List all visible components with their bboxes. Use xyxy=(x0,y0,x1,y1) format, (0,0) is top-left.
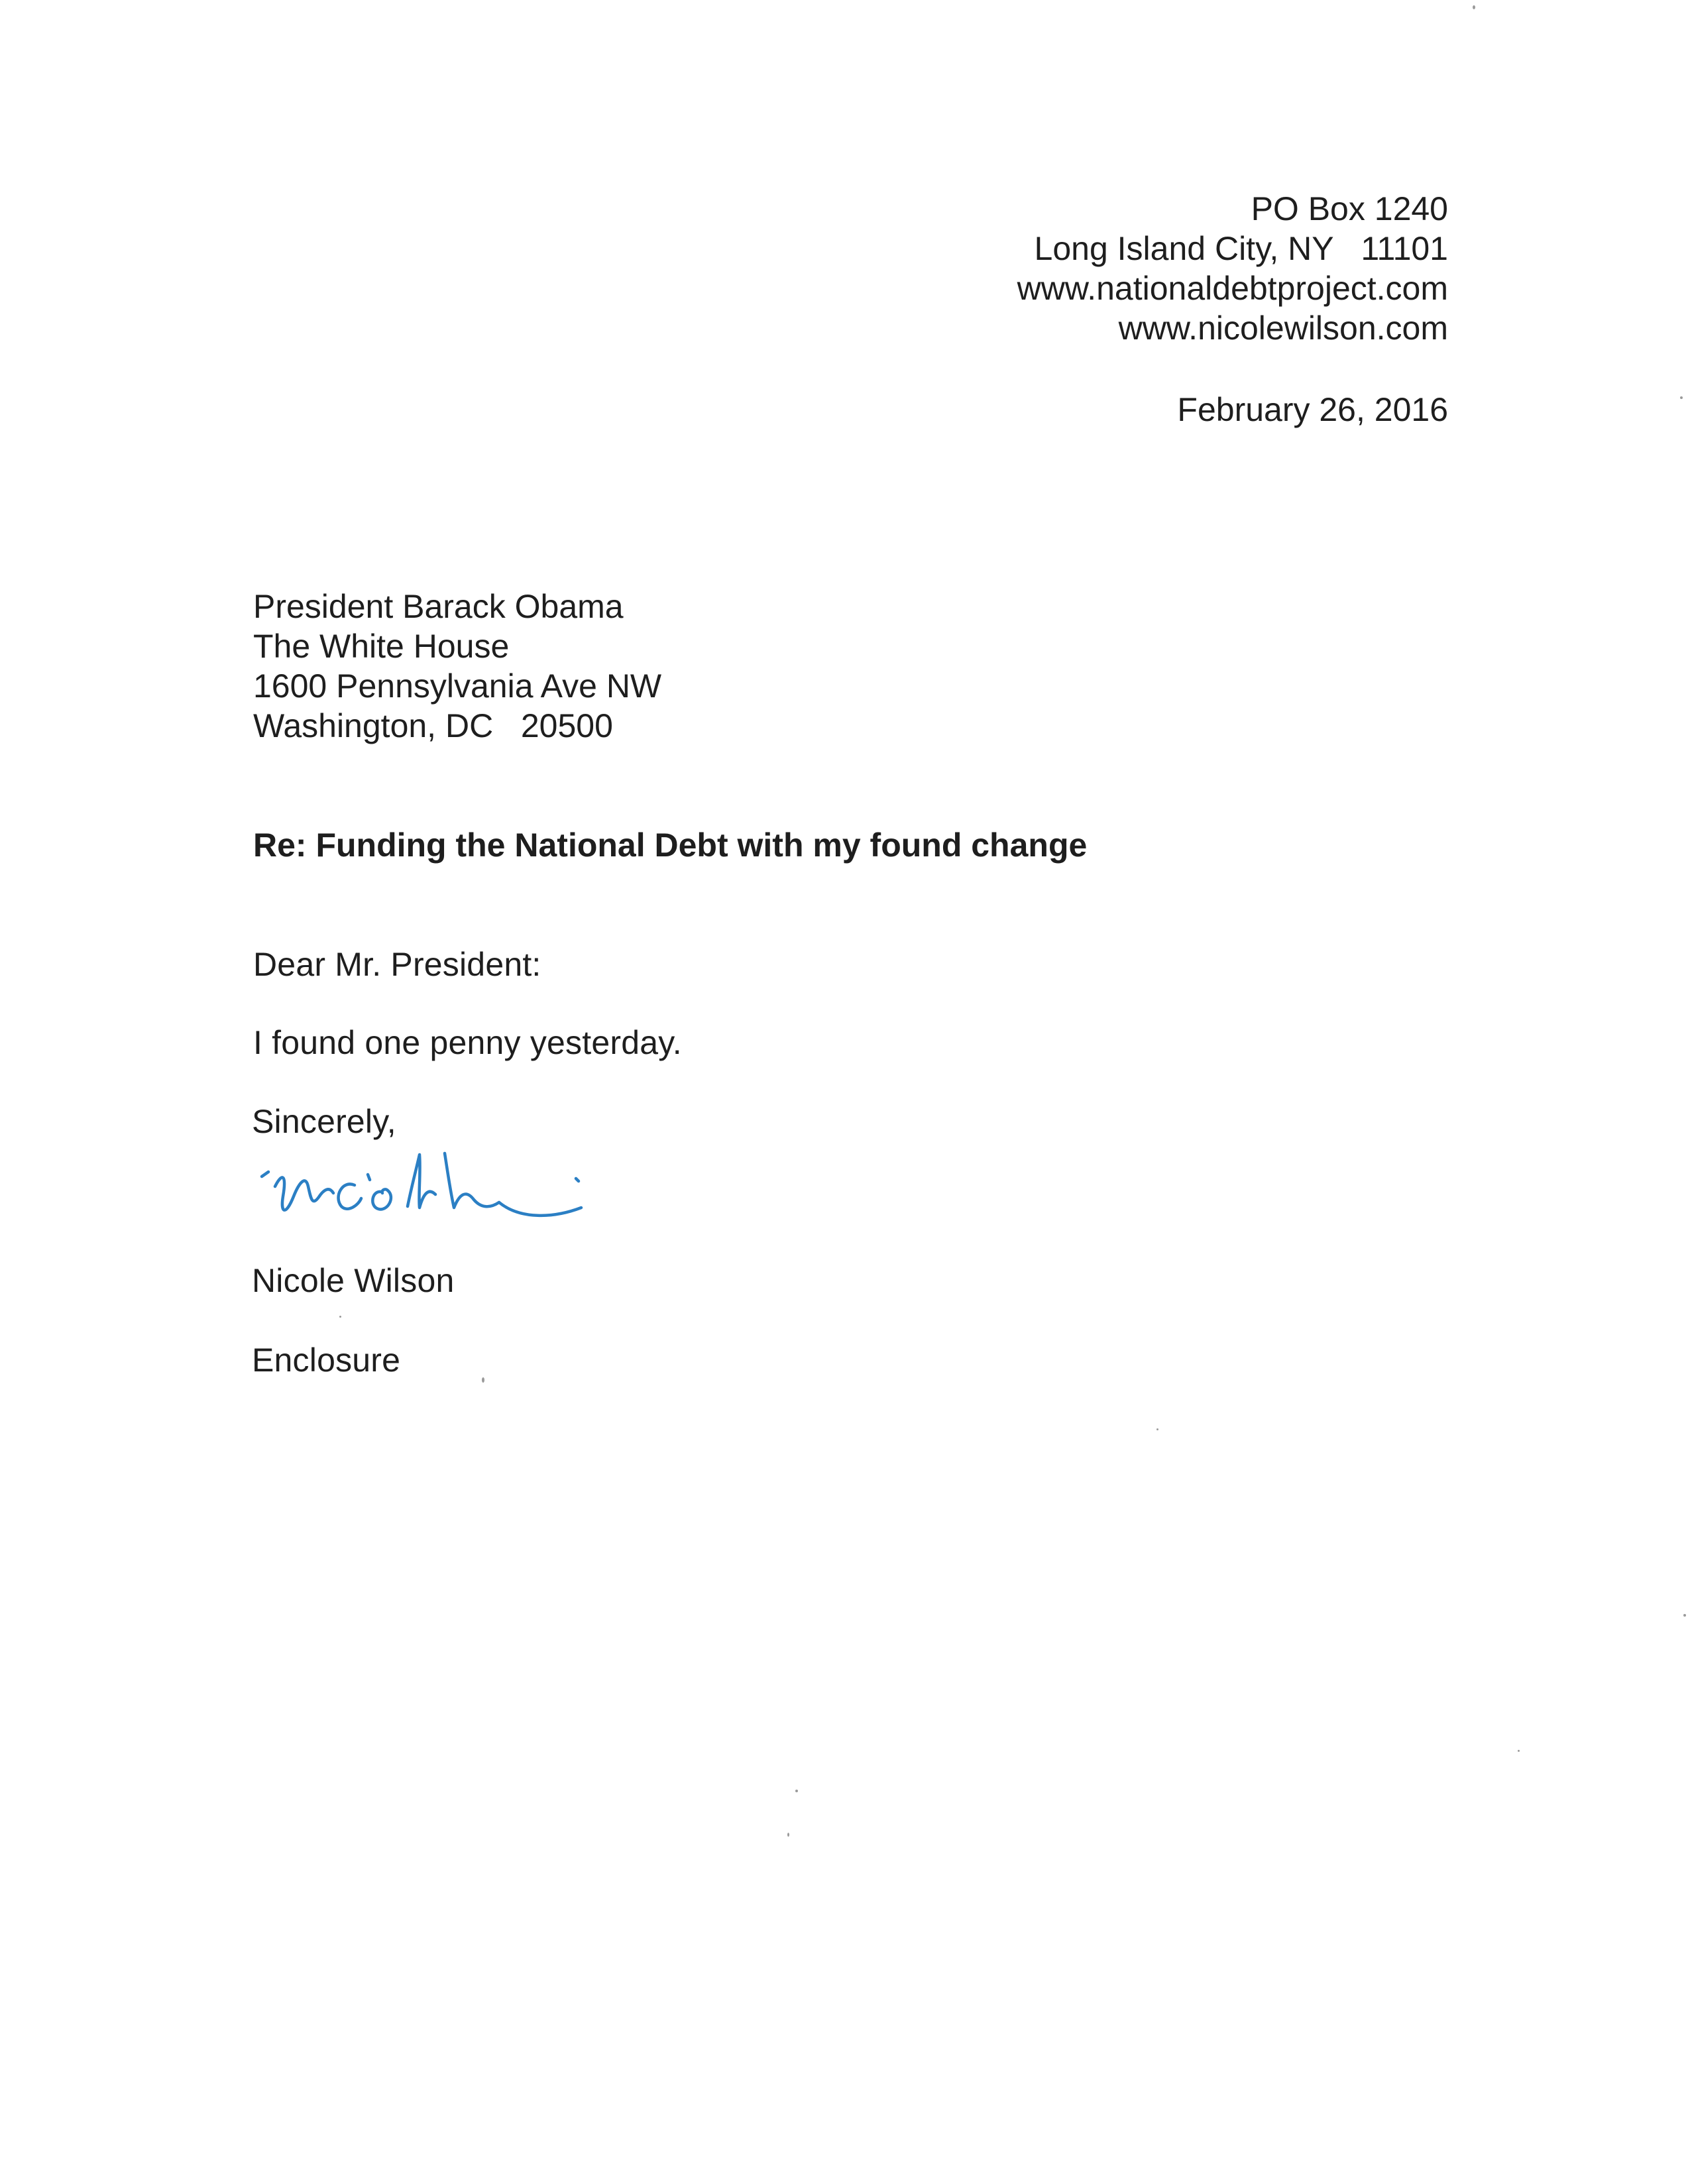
sender-address-block xyxy=(1017,189,1448,348)
scan-speck xyxy=(339,1316,341,1318)
salutation: Dear Mr. President: xyxy=(253,946,541,983)
letter-date: February 26, 2016 xyxy=(1177,391,1448,428)
handwritten-signature xyxy=(255,1133,613,1233)
scan-speck xyxy=(1518,1750,1520,1752)
scan-speck xyxy=(795,1790,798,1792)
sender-website-2: www.nicolewilson.com xyxy=(1118,310,1448,347)
enclosure-notation: Enclosure xyxy=(252,1342,401,1379)
letter-body: I found one penny yesterday. xyxy=(253,1024,682,1061)
scan-speck xyxy=(482,1377,484,1383)
closing: Sincerely, xyxy=(252,1103,396,1140)
sender-po-box: PO Box 1240 xyxy=(1251,190,1448,227)
scan-speck xyxy=(1473,5,1475,9)
recipient-name: President Barack Obama xyxy=(253,588,624,625)
signer-name: Nicole Wilson xyxy=(252,1262,455,1299)
sender-website-1: www.nationaldebtproject.com xyxy=(1017,270,1448,307)
scan-speck xyxy=(1156,1428,1158,1430)
scan-speck xyxy=(1680,396,1683,399)
recipient-address-block xyxy=(253,587,661,746)
recipient-city-state-zip: Washington, DC 20500 xyxy=(253,707,613,744)
recipient-street: 1600 Pennsylvania Ave NW xyxy=(253,667,662,705)
scan-speck xyxy=(787,1833,789,1837)
scan-speck xyxy=(1683,1614,1686,1617)
sender-city-state-zip: Long Island City, NY 11101 xyxy=(1034,230,1448,267)
subject-line: Re: Funding the National Debt with my found change xyxy=(253,827,1088,864)
recipient-organization: The White House xyxy=(253,628,510,665)
